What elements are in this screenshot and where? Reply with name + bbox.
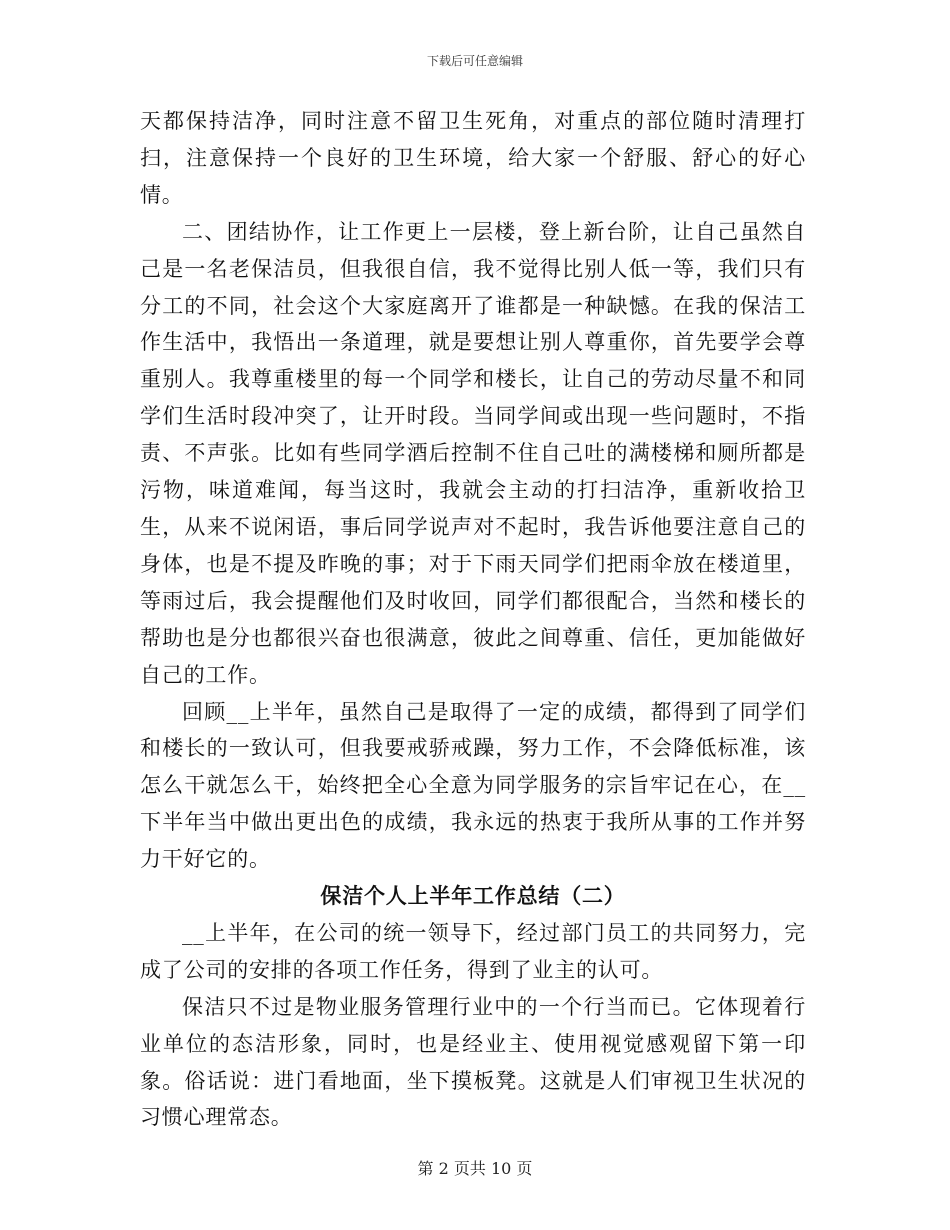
paragraph-summary-intro: __上半年，在公司的统一领导下，经过部门员工的共同努力，完成了公司的安排的各项工作任务，得到了业主的认可。 (140, 920, 806, 982)
section-title: 保洁个人上半年工作总结（二） (320, 883, 626, 909)
document-body (140, 103, 806, 1136)
paragraph-continuation: 天都保持洁净，同时注意不留卫生死角，对重点的部位随时清理打扫，注意保持一个良好的卫生环境，给大家一个舒服、舒心的好心情。 (140, 109, 806, 207)
paragraph-teamwork: 二、团结协作，让工作更上一层楼，登上新台阶，让自己虽然自己是一名老保洁员，但我很自信，我不觉得比别人低一等，我们只有分工的不同，社会这个大家庭离开了谁都是一种缺憾。在我的保洁工作生活中，我悟出一条道理，就是要想让别人尊重你，首先要学会尊重别人。我尊重楼里的每一个同学和楼长，让自己的劳动尽量不和同学们生活时段冲突了，让开时段。当同学间或出现一些问题时，不指责、不声张。比如有些同学酒后控制不住自己吐的满楼梯和厕所都是污物，味道难闻，每当这时，我就会主动的打扫洁净，重新收拾卫生，从来不说闲语，事后同学说声对不起时，我告诉他要注意自己的身体，也是不提及昨晚的事；对于下雨天同学们把雨伞放在楼道里，等雨过后，我会提醒他们及时收回，同学们都很配合，当然和楼长的帮助也是分也都很兴奋也很满意，彼此之间尊重、信任，更加能做好自己的工作。 (140, 219, 806, 687)
page-footer: 第 2 页共 10 页 (417, 1159, 533, 1178)
paragraph-cleaning-role: 保洁只不过是物业服务管理行业中的一个行当而已。它体现着行业单位的态洁形象，同时，也是经业主、使用视觉感观留下第一印象。俗话说：进门看地面，坐下摸板凳。这就是人们审视卫生状况的习惯心理常态。 (140, 994, 806, 1130)
page-header: 下载后可任意编辑 (426, 54, 523, 68)
paragraph-review: 回顾__上半年，虽然自己是取得了一定的成绩，都得到了同学们和楼长的一致认可，但我要戒骄戒躁，努力工作，不会降低标准，该怎么干就怎么干，始终把全心全意为同学服务的宗旨牢记在心，在__下半年当中做出更出色的成绩，我永远的热衷于我所从事的工作并努力干好它的。 (140, 699, 806, 872)
